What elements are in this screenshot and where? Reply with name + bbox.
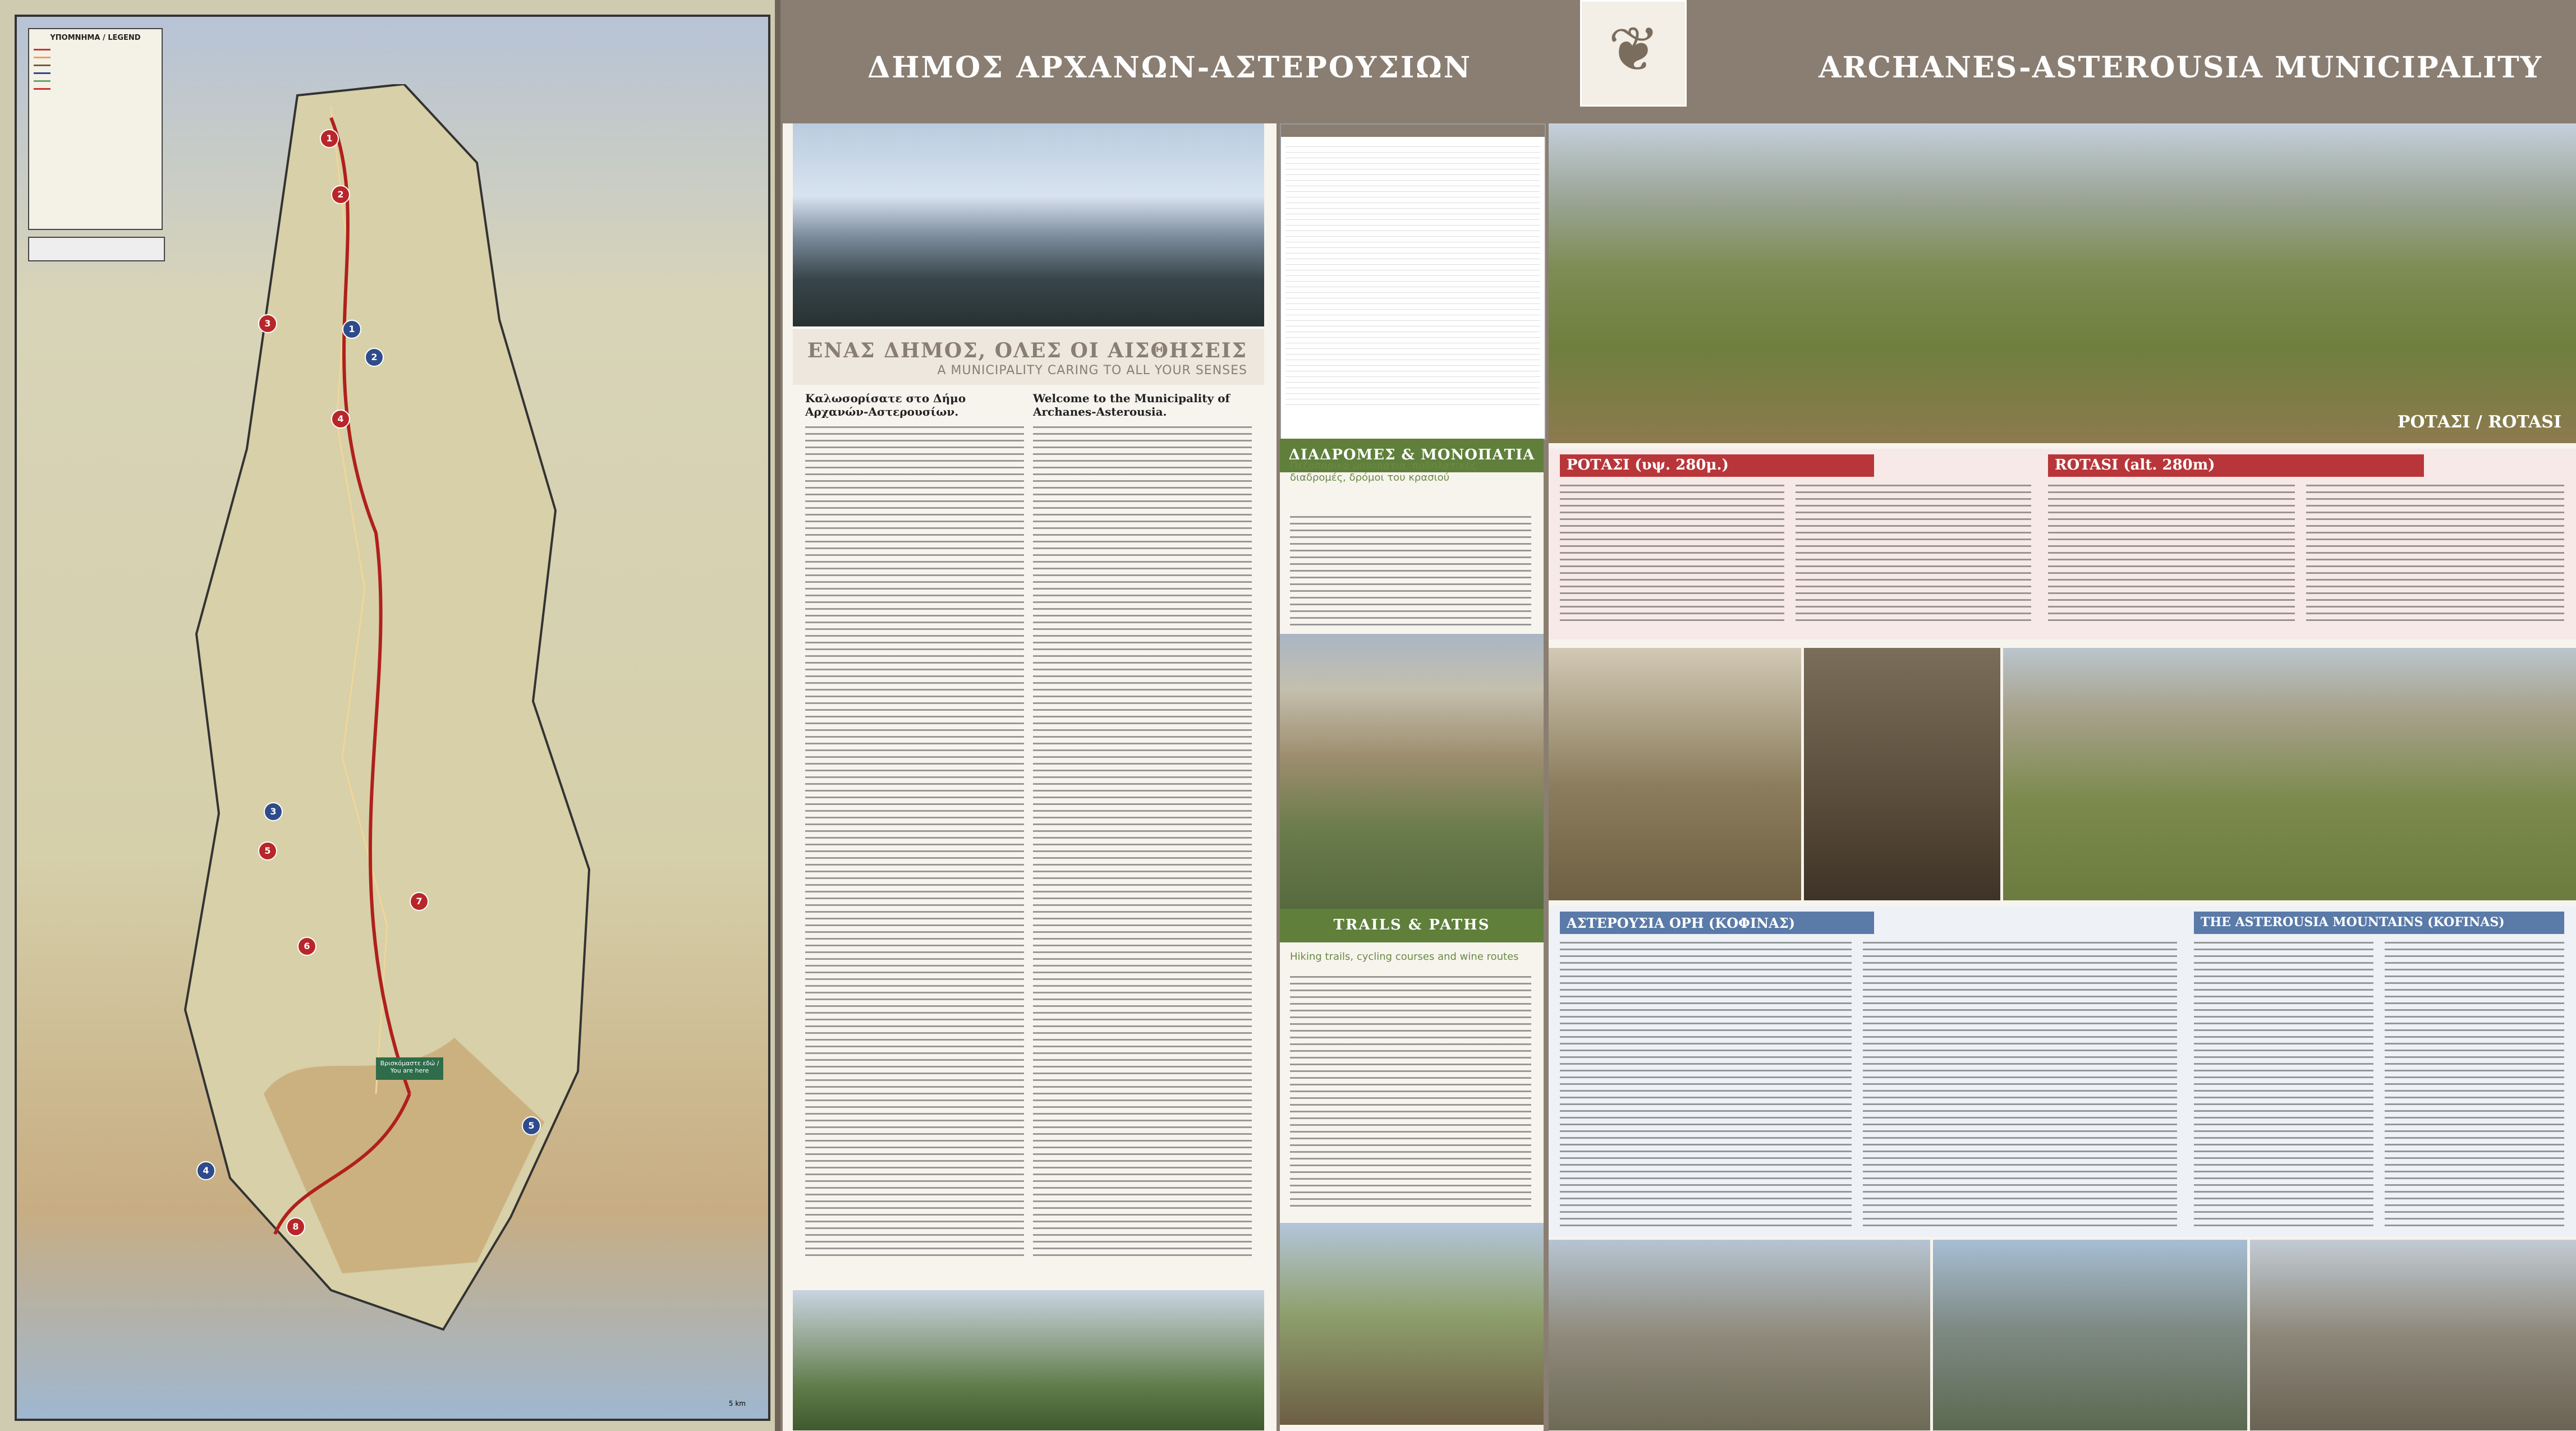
map-pin[interactable]: 7: [410, 892, 429, 911]
landscape-photo: [793, 1290, 1264, 1430]
rotasi-section: [1549, 449, 2576, 639]
gallery-photo: [1933, 1240, 2247, 1430]
kofinas-text-en-2: [2385, 942, 2564, 1228]
mountain-photo: [793, 123, 1264, 331]
map-pin[interactable]: 5: [258, 841, 277, 861]
gallery-photo: [1549, 1240, 1930, 1430]
rotasi-hero-photo: [1549, 123, 2576, 443]
rotasi-text-en-2: [2306, 485, 2564, 625]
gallery-photo: [2250, 1240, 2576, 1430]
welcome-en: Welcome to the Municipality of Archanes-Asterousia.: [1033, 392, 1230, 418]
kofinas-section: [1549, 906, 2576, 1237]
trails-text-en: [1290, 976, 1531, 1212]
map-pin[interactable]: 6: [297, 937, 316, 956]
trails-subtitle: Hiking trails, cycling courses and wine routes: [1290, 951, 1519, 963]
legend-swatch: [34, 57, 50, 58]
rotasi-text-gr-1: [1560, 485, 1784, 625]
gallery-photo: [1804, 648, 2000, 900]
map-frame: [15, 15, 770, 1421]
mountains-gallery: [1549, 1240, 2576, 1430]
legend-row: [34, 85, 157, 93]
rotasi-photo-label: ΡΟΤΑΣΙ / ROTASI: [2397, 412, 2561, 432]
map-pin[interactable]: 2: [365, 348, 384, 367]
municipality-logo: [1580, 0, 1687, 107]
kofinas-text-en-1: [2194, 942, 2373, 1228]
rotasi-text-gr-2: [1796, 485, 2031, 625]
intro-column: [783, 123, 1276, 1431]
map-pin[interactable]: 5: [522, 1116, 541, 1135]
legend-swatch: [34, 80, 50, 82]
kofinas-title-en: THE ASTEROUSIA MOUNTAINS (KOFINAS): [2194, 912, 2564, 934]
map-legend: [28, 28, 163, 230]
rotasi-title-en: ROTASI (alt. 280m): [2048, 454, 2424, 477]
map-pin[interactable]: 3: [258, 314, 277, 333]
intro-title-box: [793, 326, 1264, 385]
routes-text-gr: [1290, 516, 1531, 628]
map-pin[interactable]: 8: [286, 1217, 305, 1236]
legend-row: [34, 53, 157, 61]
legend-swatch: [34, 65, 50, 66]
kofinas-text-gr-2: [1863, 942, 2177, 1228]
rotasi-text-en-1: [2048, 485, 2295, 625]
routes-title: ΔΙΑΔΡΟΜΕΣ & ΜΟΝΟΠΑΤΙΑ: [1288, 447, 1535, 463]
crete-inset-map: [28, 237, 165, 261]
map-pin[interactable]: 4: [196, 1161, 215, 1180]
map-pin[interactable]: 3: [264, 802, 283, 821]
legend-swatch: [34, 88, 50, 90]
welcome-gr: Καλωσορίσατε στο Δήμο Αρχανών-Αστερουσίων.: [805, 392, 966, 418]
map-scale: 5 km: [728, 1400, 746, 1407]
trails-title: TRAILS & PATHS: [1333, 917, 1490, 933]
kofinas-text-gr-1: [1560, 942, 1852, 1228]
map-pin[interactable]: 4: [331, 409, 350, 429]
poster-header: [780, 0, 2576, 123]
villages-column: [1549, 123, 2576, 1431]
intro-subtitle: A MUNICIPALITY CARING TO ALL YOUR SENSES: [937, 363, 1247, 378]
you-are-here-callout: Βρισκόμαστε εδώ / You are here: [376, 1057, 443, 1080]
kofinas-title-gr: ΑΣΤΕΡΟΥΣΙΑ ΟΡΗ (ΚΟΦΙΝΑΣ): [1560, 912, 1874, 934]
legend-row: [34, 77, 157, 85]
body-text-gr: [805, 426, 1024, 1257]
gorge-gallery: [1549, 648, 2576, 900]
map-pin[interactable]: 1: [342, 320, 361, 339]
municipality-outline: [163, 84, 600, 1346]
rotasi-title-gr: ΡΟΤΑΣΙ (υψ. 280μ.): [1560, 454, 1874, 477]
table-header: [1281, 125, 1545, 137]
legend-title: ΥΠΟΜΝΗΜΑ / LEGEND: [50, 34, 141, 42]
legend-row: [34, 61, 157, 69]
routes-grid: [1285, 141, 1540, 405]
routes-subtitle: Πεζοπορικά μονοπάτια, ποδηλατικές διαδρομές, δρόμοι του κρασιού: [1290, 460, 1477, 484]
legend-swatch: [34, 49, 50, 50]
municipality-map: [0, 0, 780, 1431]
logo-emblem-icon: ❦: [1608, 13, 1660, 85]
map-pin[interactable]: 1: [320, 129, 339, 148]
village-photo: [1280, 634, 1544, 909]
routes-column: [1280, 123, 1544, 1431]
legend-row: [34, 45, 157, 53]
body-text-en: [1033, 426, 1252, 1257]
title-gr: ΔΗΜΟΣ ΑΡΧΑΝΩΝ-ΑΣΤΕΡΟΥΣΙΩΝ: [867, 50, 1472, 85]
trails-header: [1280, 909, 1544, 942]
legend-row: [34, 69, 157, 77]
title-en: ARCHANES-ASTEROUSIA MUNICIPALITY: [1819, 50, 2542, 85]
map-pin[interactable]: 2: [331, 185, 350, 204]
trail-photo: [1280, 1223, 1544, 1425]
intro-title: ΕΝΑΣ ΔΗΜΟΣ, ΟΛΕΣ ΟΙ ΑΙΣΘΗΣΕΙΣ: [807, 339, 1247, 362]
gallery-photo: [1549, 648, 1801, 900]
routes-table: [1280, 123, 1546, 440]
legend-swatch: [34, 72, 50, 74]
gallery-photo: [2003, 648, 2576, 900]
